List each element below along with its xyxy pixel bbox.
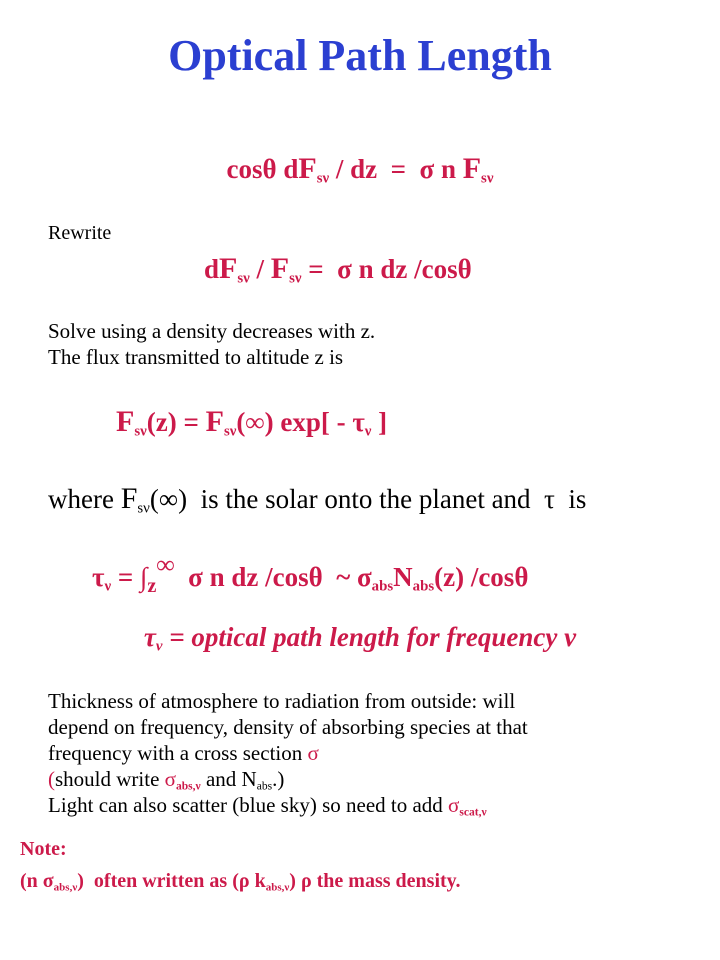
note-text: (n $\sigma_{abs,\nu}$) often written as (ρ $k_{abs,\nu}$) ρ the mass density.: [20, 870, 461, 894]
paragraph-line-5: Light can also scatter (blue sky) so need to add $\sigma_{scat,\nu}$: [48, 793, 487, 819]
page-title: Optical Path Length: [168, 31, 552, 80]
solve-line-1: Solve using a density decreases with z.: [48, 319, 376, 343]
paragraph-line-2: depend on frequency, density of absorbing species at that: [48, 715, 528, 739]
paragraph-line-1: Thickness of atmosphere to radiation from outside: will: [48, 689, 516, 713]
equation-rewritten: $dF_{s\nu} / F_{s\nu} = \sigma$ n dz /cosθ: [204, 252, 472, 287]
where-line: where $F_{s\nu}(\infty)$ is the solar onto the planet and τ is: [48, 482, 587, 517]
equation-flux-derivative: cosθ $dF_{s\nu}$ / dz = σ n $F_{s\nu}$: [226, 152, 494, 187]
solve-line-2: The flux transmitted to altitude z is: [48, 345, 344, 369]
equation-optical-depth-integral: $\tau_\nu = \int_z\infty$ σ n dz /cosθ ~ $\sigma_{abs}N_{abs}(z)$ /cosθ: [92, 550, 529, 597]
note-label: Note:: [20, 838, 67, 860]
equation-definition: $\tau_\nu$ = optical path length for frequency ν: [143, 622, 577, 655]
paragraph-line-3: frequency with a cross section σ: [48, 741, 319, 765]
rewrite-label: Rewrite: [48, 222, 112, 244]
equation-transmitted-flux: $F_{s\nu}(z) = F_{s\nu}(\infty)$ $\exp[ - \tau_\nu$ ]: [116, 405, 388, 440]
paragraph-line-4: (should write $\sigma_{abs,\nu}$ and $N_{abs}$.): [48, 767, 285, 793]
